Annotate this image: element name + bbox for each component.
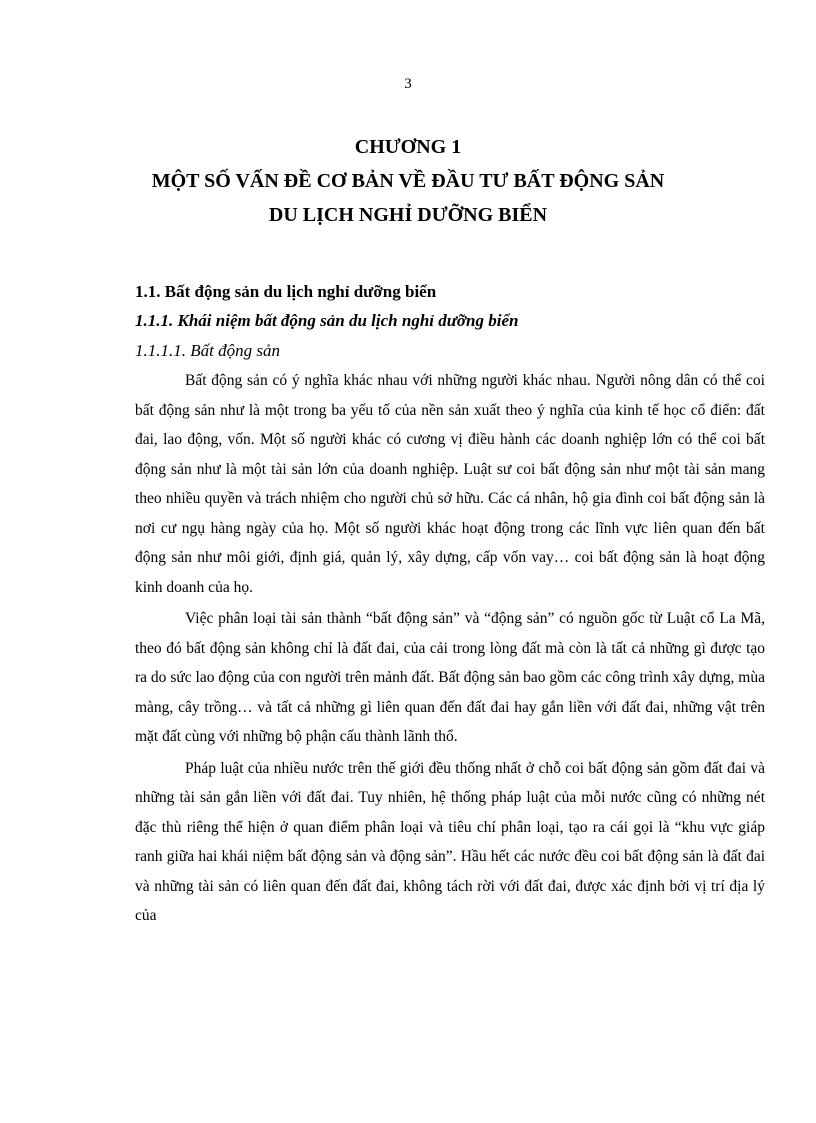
document-body bbox=[135, 278, 765, 931]
section-heading: 1.1. Bất động sản du lịch nghỉ dưỡng biển bbox=[135, 282, 437, 301]
page-number: 3 bbox=[404, 76, 412, 92]
paragraph: Bất động sản có ý nghĩa khác nhau với những người khác nhau. Người nông dân có thể coi bất động sản như là một trong ba yếu tố của nền sản xuất theo ý nghĩa của kinh tế học cổ điển: đất đai, lao động, vốn. Một số người khác có cương vị điều hành các doanh nghiệp lớn có thể coi bất động sản như là một tài sản lớn của doanh nghiệp. Luật sư coi bất động sản như một tài sản mang theo nhiều quyền và trách nhiệm cho người chủ sở hữu. Các cá nhân, hộ gia đình coi bất động sản là nơi cư ngụ hàng ngày của họ. Một số người khác hoạt động trong các lĩnh vực liên quan đến bất động sản như môi giới, định giá, quản lý, xây dựng, cấp vốn vay… coi bất động sản là hoạt động kinh doanh của họ. bbox=[135, 372, 765, 596]
chapter-title-line-1: MỘT SỐ VẤN ĐỀ CƠ BẢN VỀ ĐẦU TƯ BẤT ĐỘNG SẢN bbox=[151, 170, 665, 192]
paragraph: Pháp luật của nhiều nước trên thế giới đều thống nhất ở chỗ coi bất động sản gồm đất đai và những tài sản gắn liền với đất đai. Tuy nhiên, hệ thống pháp luật của mỗi nước cũng có những nét đặc thù riêng thể hiện ở quan điểm phân loại và tiêu chí phân loại, tạo ra cái gọi là “khu vực giáp ranh giữa hai khái niệm bất động sản và động sản”. Hầu hết các nước đều coi bất động sản là đất đai và những tài sản có liên quan đến đất đai, không tách rời với đất đai, được xác định bởi vị trí địa lý của bbox=[135, 759, 765, 924]
subsection-heading: 1.1.1. Khái niệm bất động sản du lịch nghỉ dưỡng biển bbox=[135, 311, 519, 330]
chapter-label: CHƯƠNG 1 bbox=[354, 136, 462, 158]
paragraph: Việc phân loại tài sản thành “bất động sản” và “động sản” có nguồn gốc từ Luật cổ La Mã, theo đó bất động sản không chỉ là đất đai, của cải trong lòng đất mà còn là tất cả những gì được tạo ra do sức lao động của con người trên mảnh đất. Bất động sản bao gồm các công trình xây dựng, mùa màng, cây trồng… và tất cả những gì liên quan đến đất đai hay gắn liền với đất đai, những vật trên mặt đất cùng với những bộ phận cấu thành lãnh thổ. bbox=[135, 610, 765, 745]
subsubsection-heading: 1.1.1.1. Bất động sản bbox=[135, 341, 280, 360]
chapter-title-line-2: DU LỊCH NGHỈ DƯỠNG BIỂN bbox=[268, 204, 548, 226]
chapter-heading bbox=[60, 130, 756, 232]
